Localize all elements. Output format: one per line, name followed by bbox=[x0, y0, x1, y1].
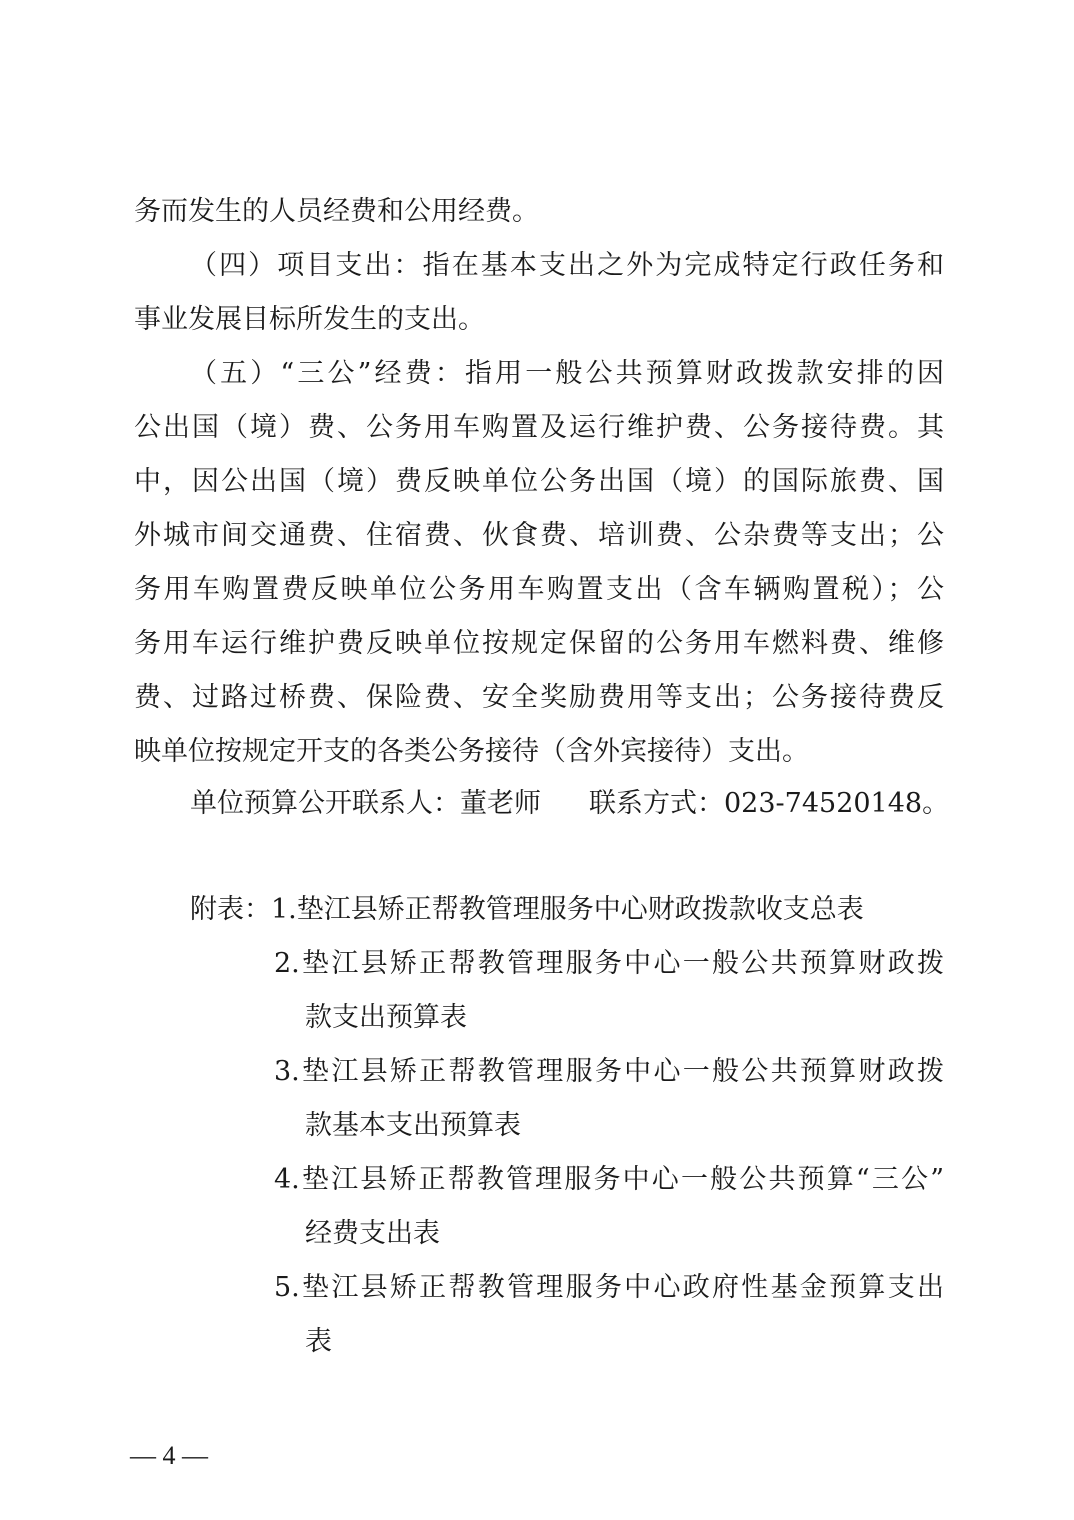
body-line-1: 务而发生的人员经费和公用经费。 bbox=[134, 196, 539, 227]
annex-item-3-cont: 款基本支出预算表 bbox=[305, 1110, 521, 1141]
annex-item-4-cont: 经费支出表 bbox=[305, 1218, 440, 1249]
body-line-4: （五）“三公”经费：指用一般公共预算财政拨款安排的因 bbox=[190, 358, 944, 389]
page-number: — 4 — bbox=[130, 1441, 208, 1470]
annex-item-2: 2.垫江县矫正帮教管理服务中心一般公共预算财政拨 bbox=[274, 948, 944, 979]
body-line-2: （四）项目支出：指在基本支出之外为完成特定行政任务和 bbox=[190, 250, 944, 281]
annex-item-3: 3.垫江县矫正帮教管理服务中心一般公共预算财政拨 bbox=[274, 1056, 944, 1087]
annex-item-5-cont: 表 bbox=[305, 1326, 332, 1357]
annex-item-4: 4.垫江县矫正帮教管理服务中心一般公共预算“三公” bbox=[274, 1164, 944, 1195]
contact-person: 单位预算公开联系人：董老师 bbox=[190, 788, 541, 819]
body-line-6: 中，因公出国（境）费反映单位公务出国（境）的国际旅费、国 bbox=[134, 466, 944, 497]
body-line-3: 事业发展目标所发生的支出。 bbox=[134, 304, 485, 335]
body-line-11: 映单位按规定开支的各类公务接待（含外宾接待）支出。 bbox=[134, 736, 809, 767]
annex-item-5: 5.垫江县矫正帮教管理服务中心政府性基金预算支出 bbox=[274, 1272, 944, 1303]
body-line-5: 公出国（境）费、公务用车购置及运行维护费、公务接待费。其 bbox=[134, 412, 944, 443]
body-line-9: 务用车运行维护费反映单位按规定保留的公务用车燃料费、维修 bbox=[134, 628, 944, 659]
contact-phone: 联系方式：023-74520148。 bbox=[589, 788, 950, 819]
body-line-10: 费、过路过桥费、保险费、安全奖励费用等支出；公务接待费反 bbox=[134, 682, 944, 713]
annex-item-1: 附表：1.垫江县矫正帮教管理服务中心财政拨款收支总表 bbox=[190, 894, 864, 925]
contact-line bbox=[190, 784, 950, 824]
body-line-8: 务用车购置费反映单位公务用车购置支出（含车辆购置税）；公 bbox=[134, 574, 944, 605]
annex-item-2-cont: 款支出预算表 bbox=[305, 1002, 467, 1033]
body-line-7: 外城市间交通费、住宿费、伙食费、培训费、公杂费等支出；公 bbox=[134, 520, 944, 551]
